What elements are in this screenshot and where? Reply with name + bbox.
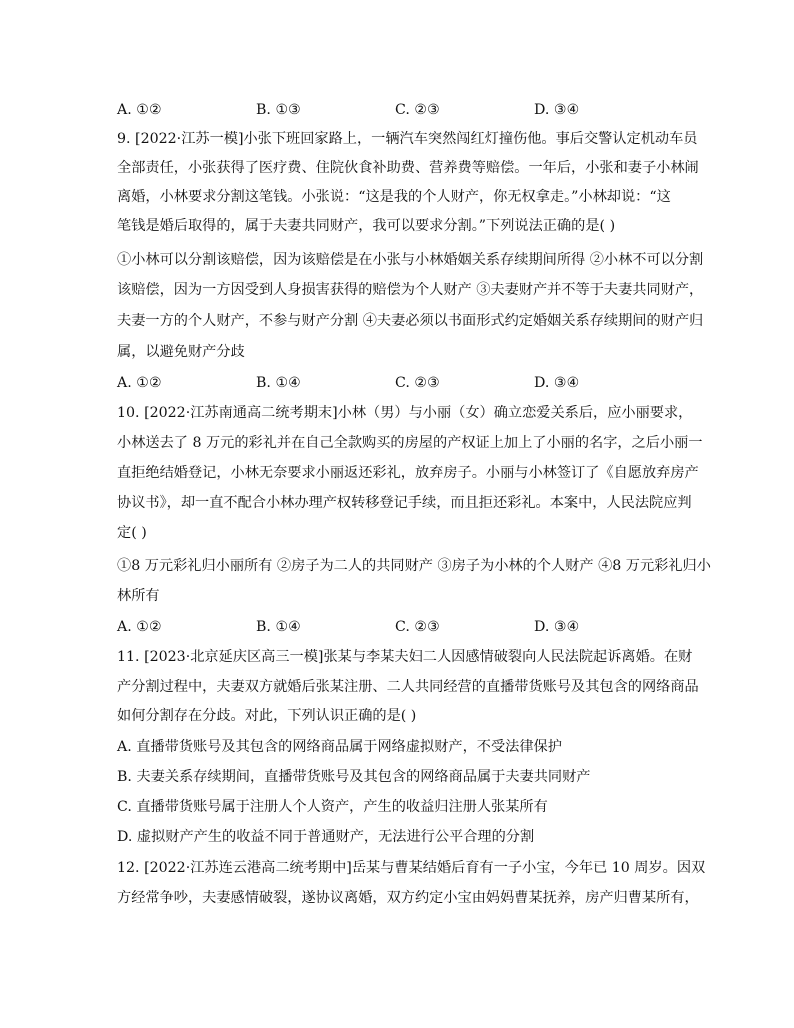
option-d: D. ③④ [534, 619, 580, 635]
q9-statement-line: ①小林可以分割该赔偿，因为该赔偿是在小张与小林婚姻关系存续期间所得 ②小林不可以分割 [117, 252, 704, 268]
q9-statement-line: 属，以避免财产分歧 [117, 344, 245, 360]
q9-options-row [117, 373, 682, 393]
q9-statement-line: 夫妻一方的个人财产，不参与财产分割 ④夫妻必须以书面形式约定婚姻关系存续期间的财产归 [117, 313, 704, 329]
q10-stem-line: 定( ) [117, 525, 147, 541]
q9-stem-line: 全部责任，小张获得了医疗费、住院伙食补助费、营养费等赔偿。一年后，小张和妻子小林闹 [117, 160, 699, 176]
option-a: A. ①② [117, 102, 162, 118]
q11-option-d: D. 虚拟财产产生的收益不同于普通财产，无法进行公平合理的分割 [117, 829, 535, 845]
q9-stem-line: 离婚，小林要求分割这笔钱。小张说：“这是我的个人财产，你无权拿走。”小林却说：“这 [117, 189, 671, 205]
q10-stem-line: 10. [2022·江苏南通高二统考期末]小林（男）与小丽（女）确立恋爱关系后，应小丽要求， [117, 405, 693, 421]
option-b: B. ①④ [256, 619, 301, 635]
q11-option-a: A. 直播带货账号及其包含的网络商品属于网络虚拟财产，不受法律保护 [117, 739, 562, 755]
q12-stem-line: 12. [2022·江苏连云港高二统考期中]岳某与曹某结婚后育有一子小宝，今年已 10 周岁。因双 [117, 860, 706, 876]
option-a: A. ①② [117, 619, 162, 635]
q9-stem-line: 9. [2022·江苏一模]小张下班回家路上，一辆汽车突然闯红灯撞伤他。事后交警认定机动车员 [117, 131, 698, 147]
q10-stem-line: 小林送去了 8 万元的彩礼并在自己全款购买的房屋的产权证上加上了小丽的名字，之后小丽一 [117, 435, 703, 451]
option-b: B. ①④ [256, 375, 301, 391]
option-c: C. ②③ [395, 102, 440, 118]
q11-stem-line: 产分割过程中，夫妻双方就婚后张某注册、二人共同经营的直播带货账号及其包含的网络商品 [117, 679, 699, 695]
q9-stem-line: 笔钱是婚后取得的，属于夫妻共同财产，我可以要求分割。”下列说法正确的是( ) [117, 218, 616, 234]
q10-stem-line: 直拒绝结婚登记，小林无奈要求小丽返还彩礼，放弃房子。小丽与小林签订了《自愿放弃房产 [117, 465, 699, 481]
option-c: C. ②③ [395, 375, 440, 391]
q10-statement-line: 林所有 [117, 588, 160, 604]
q12-stem-line: 方经常争吵，夫妻感情破裂，遂协议离婚，双方约定小宝由妈妈曹某抚养，房产归曹某所有， [117, 890, 699, 906]
option-c: C. ②③ [395, 619, 440, 635]
q11-option-c: C. 直播带货账号属于注册人个人资产，产生的收益归注册人张某所有 [117, 799, 548, 815]
q11-stem-line: 如何分割存在分歧。对此，下列认识正确的是( ) [117, 708, 417, 724]
q11-option-b: B. 夫妻关系存续期间，直播带货账号及其包含的网络商品属于夫妻共同财产 [117, 769, 591, 785]
option-d: D. ③④ [534, 375, 580, 391]
q10-stem-line: 协议书》，却一直不配合小林办理产权转移登记手续，而且拒还彩礼。本案中，人民法院应判 [117, 495, 692, 511]
top-options-row [117, 100, 682, 120]
q9-statement-line: 该赔偿，因为一方因受到人身损害获得的赔偿为个人财产 ③夫妻财产并不等于夫妻共同财产， [117, 282, 704, 298]
option-a: A. ①② [117, 375, 162, 391]
q11-stem-line: 11. [2023·北京延庆区高三一模]张某与李某夫妇二人因感情破裂向人民法院起诉离婚。在财 [117, 649, 693, 665]
option-d: D. ③④ [534, 102, 580, 118]
q10-options-row [117, 617, 682, 637]
q10-statement-line: ①8 万元彩礼归小丽所有 ②房子为二人的共同财产 ③房子为小林的个人财产 ④8 万元彩礼归小 [117, 558, 711, 574]
option-b: B. ①③ [256, 102, 301, 118]
